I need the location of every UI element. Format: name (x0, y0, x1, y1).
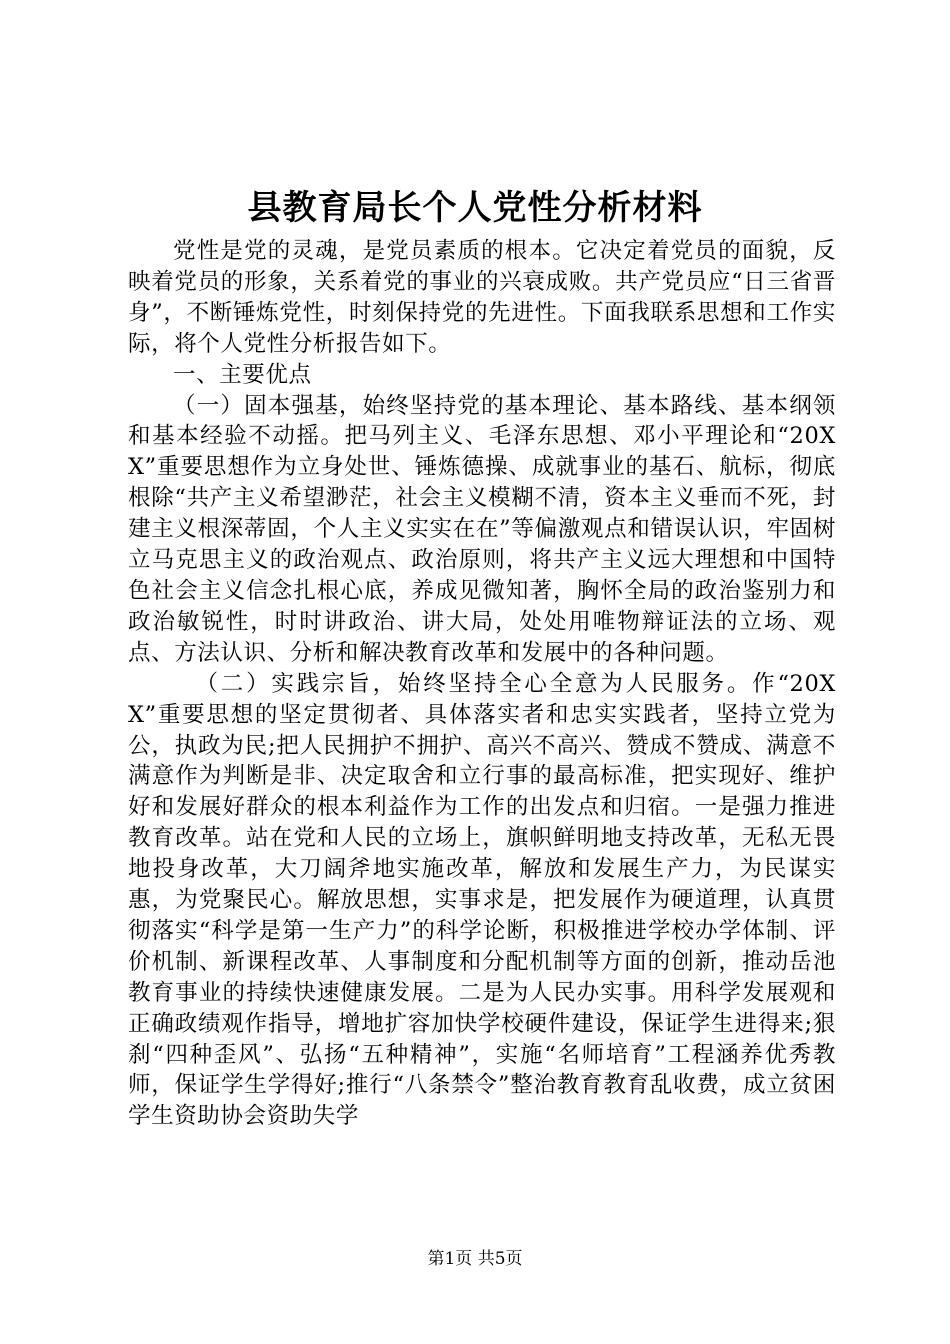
intro-paragraph: 党性是党的灵魂，是党员素质的根本。它决定着党员的面貌，反映着党员的形象，关系着党的事业的兴衰成败。共产党员应“日三省晋身”，不断锤炼党性，时刻保持党的先进性。下面我联系思想和工作实际，将个人党性分析报告如下。 (128, 238, 836, 357)
section-heading: 一、主要优点 (173, 361, 312, 388)
body-paragraph: （二）实践宗旨，始终坚持全心全意为人民服务。作“20XX”重要思想的坚定贯彻者、具体落实者和忠实实践者，坚持立党为公，执政为民;把人民拥护不拥护、高兴不高兴、赞成不赞成、满意不满意作为判断是非、决定取舍和立行事的最高标准，把实现好、维护好和发展好群众的根本利益作为工作的出发点和归宿。一是强力推进教育改革。站在党和人民的立场上，旗帜鲜明地支持改革，无私无畏地投身改革，大刀阔斧地实施改革，解放和发展生产力，为民谋实惠，为党聚民心。解放思想，实事求是，把发展作为硬道理，认真贯彻落实“科学是第一生产力”的科学论断，积极推进学校办学体制、评价机制、新课程改革、人事制度和分配机制等方面的创新，推动岳池教育事业的持续快速健康发展。二是为人民办实事。用科学发展观和正确政绩观作指导，增地扩容加快学校硬件建设，保证学生进得来;狠刹“四种歪风”、弘扬“五种精神”，实施“名师培育”工程涵养优秀教师，保证学生学得好;推行“八条禁令”整治教育教育乱收费，成立贫困学生资助协会资助失学 (128, 670, 836, 1130)
body-paragraph: （一）固本强基，始终坚持党的基本理论、基本路线、基本纲领和基本经验不动摇。把马列主义、毛泽东思想、邓小平理论和“20XX”重要思想作为立身处世、锤炼德操、成就事业的基石、航标，彻底根除“共产主义希望渺茫，社会主义模糊不清，资本主义垂而不死，封建主义根深蒂固，个人主义实实在在”等偏激观点和错误认识，牢固树立马克思主义的政治观点、政治原则，将共产主义远大理想和中国特色社会主义信念扎根心底，养成见微知著，胸怀全局的政治鉴别力和政治敏锐性，时时讲政治、讲大局，处处用唯物辩证法的立场、观点、方法认识、分析和解决教育改革和发展中的各种问题。 (128, 392, 836, 666)
document-title: 县教育局长个人党性分析材料 (247, 188, 703, 228)
page-footer: 第1页 共5页 (427, 1249, 523, 1269)
document-body (128, 236, 836, 1132)
